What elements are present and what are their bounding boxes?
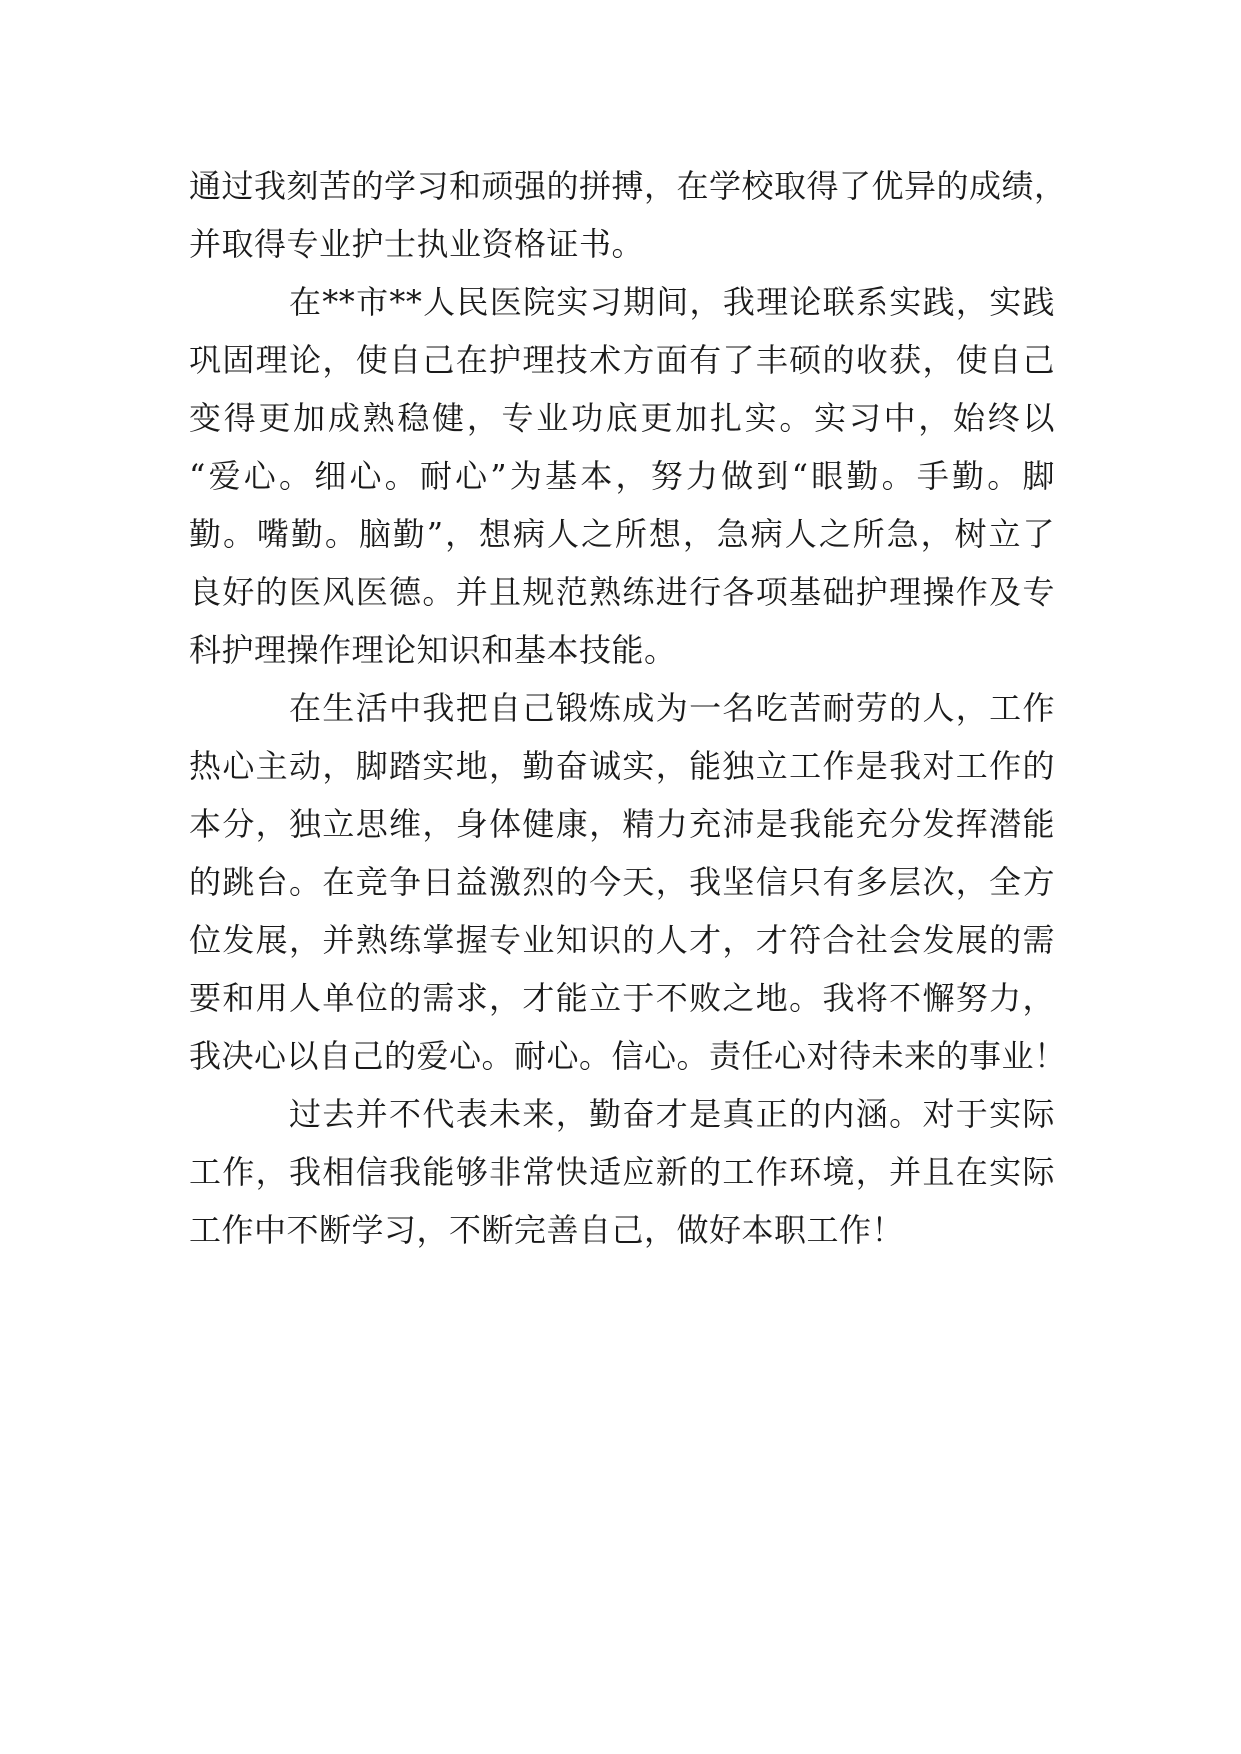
text-line: 要和用人单位的需求，才能立于不败之地。我将不懈努力， (189, 979, 1055, 1017)
text-line: “爱心。细心。耐心”为基本，努力做到“眼勤。手勤。脚 (189, 457, 1055, 495)
text-line: 过去并不代表未来，勤奋才是真正的内涵。对于实际 (289, 1095, 1055, 1133)
text-line: 的跳台。在竞争日益激烈的今天，我坚信只有多层次，全方 (189, 863, 1055, 901)
text-line: 通过我刻苦的学习和顽强的拼搏，在学校取得了优异的成绩， (189, 167, 1067, 205)
text-line: 在**市**人民医院实习期间，我理论联系实践，实践 (289, 283, 1055, 321)
text-line: 在生活中我把自己锻炼成为一名吃苦耐劳的人，工作 (289, 689, 1055, 727)
body-text (189, 157, 1067, 1259)
text-line: 良好的医风医德。并且规范熟练进行各项基础护理操作及专 (189, 573, 1055, 611)
text-line: 变得更加成熟稳健，专业功底更加扎实。实习中，始终以 (189, 399, 1055, 437)
text-line: 本分，独立思维，身体健康，精力充沛是我能充分发挥潜能 (189, 805, 1055, 843)
text-line: 并取得专业护士执业资格证书。 (189, 225, 645, 263)
text-line: 巩固理论，使自己在护理技术方面有了丰硕的收获，使自己 (189, 341, 1055, 379)
text-line: 我决心以自己的爱心。耐心。信心。责任心对待未来的事业！ (189, 1037, 1067, 1075)
text-line: 工作中不断学习，不断完善自己，做好本职工作！ (189, 1211, 905, 1249)
text-line: 热心主动，脚踏实地，勤奋诚实，能独立工作是我对工作的 (189, 747, 1055, 785)
text-line: 勤。嘴勤。脑勤”，想病人之所想，急病人之所急，树立了 (189, 515, 1055, 553)
text-line: 科护理操作理论知识和基本技能。 (189, 631, 677, 669)
text-line: 工作，我相信我能够非常快适应新的工作环境，并且在实际 (189, 1153, 1055, 1191)
text-line: 位发展，并熟练掌握专业知识的人才，才符合社会发展的需 (189, 921, 1055, 959)
